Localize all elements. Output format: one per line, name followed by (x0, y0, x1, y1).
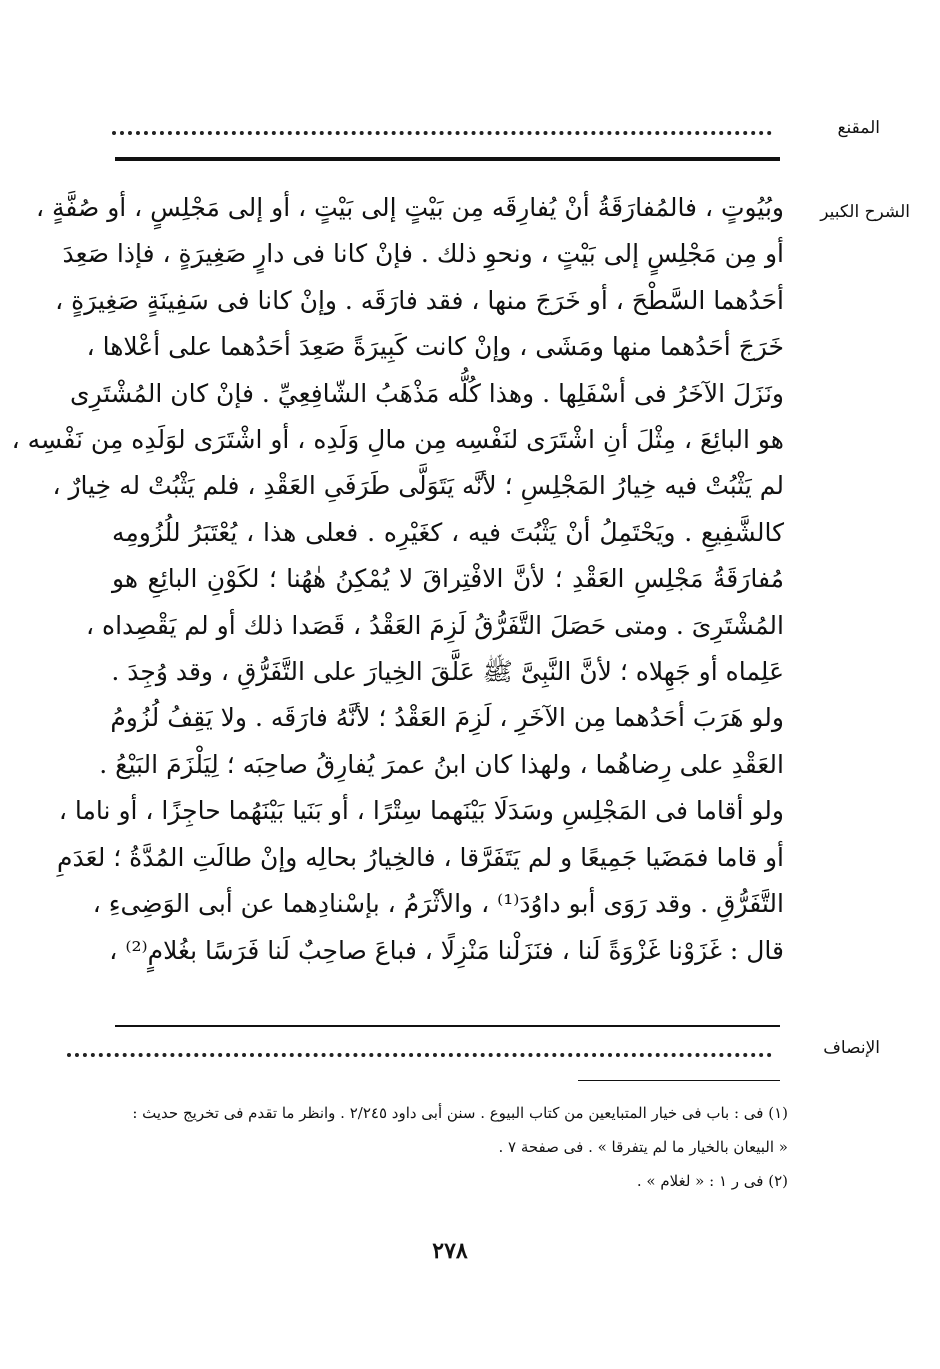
text-line: ونَزَلَ الآخَرُ فى أسْفَلِها . وهذا كُلُّه مَذْهَبُ الشّافِعِيِّ . فإنْ كان المُشْتَرِى (70, 378, 784, 408)
text-line: أو مِن مَجْلِسٍ إلى بَيْتٍ ، ونحوِ ذلك . فإنْ كانا فى دارٍ صَغِيرَةٍ ، فإذا صَعِدَ (62, 239, 784, 269)
footnote: (١) فى : باب فى خيار المتبايعين من كتاب البيوع . سنن أبى داود ٢/٢٤٥ . وانظر ما تقدم فى تخريج حديث : (132, 1104, 788, 1122)
page-number: ٢٧٨ (432, 1238, 468, 1264)
margin-label-muqni: المقنع (837, 118, 880, 138)
footnote: (٢) فى ر ١ : « لغلام » . (636, 1172, 788, 1190)
dotted-separator-bottom (67, 1053, 772, 1057)
text-line: لم يَثْبُتْ فيه خِيارُ المَجْلِسِ ؛ لأنَّه يَتَوَلَّى طَرَفَىِ العَقْدِ ، فلم يَثْبُتْ له خِيارٌ ، (52, 471, 784, 501)
footnote-rule (578, 1080, 780, 1081)
text-line: هو البائِعَ ، مِثْلَ أنِ اشْتَرَى لنَفْسِه مِن مالِ وَلَدِه ، أو اشْتَرَى لوَلَدِه مِن نَفْسِه ، (11, 425, 784, 455)
text-line: أو قاما فمَضَيا جَمِيعًا و لم يَتَفَرَّقا ، فالخِيارُ بحالِه وإنْ طالَتِ المُدَّةُ ؛ لعَدَمِ (57, 842, 784, 872)
text-line: عَلِماه أو جَهِلاه ؛ لأنَّ النَّبِىَّ ﷺ عَلَّقَ الخِيارَ على التَّفَرُّقِ ، وقد وُجِدَ . (111, 657, 784, 687)
text-line: قال : غَزَوْنا غَزْوَةً لَنا ، فنَزَلْنا مَنْزِلًا ، فباعَ صاحِبٌ لَنا فَرَسًا بغُلامٍ⁽²⁾ ، (109, 935, 784, 965)
footnote: « البيعان بالخيار ما لم يتفرقا » . فى صفحة ٧ . (498, 1138, 788, 1156)
text-line: ولو أقاما فى المَجْلِسِ وسَدَلَا بَيْنَهما سِتْرًا ، أو بَنَيا بَيْنَهُما حاجِزًا ، أو ناما ، (58, 796, 784, 826)
margin-label-sharh: الشرح الكبير (820, 202, 910, 222)
text-line: ولو هَرَبَ أحَدُهما مِن الآخَرِ ، لَزِمَ العَقْدُ ؛ لأنَّهُ فارَقَه . ولا يَقِفُ لُزُومُ (110, 703, 784, 733)
text-line: التَّفَرُّقِ . وقد رَوَى أبو داوُدَ⁽¹⁾ ، والأثْرَمُ ، بإسْنادِهما عن أبى الوَضِىءِ ، (92, 889, 784, 919)
text-line: وبُيُوتٍ ، فالمُفارَقَةُ أنْ يُفارِقَه مِن بَيْتٍ إلى بَيْتٍ ، أو إلى مَجْلِسٍ ، أو صُفَّةٍ ، (35, 193, 784, 222)
section-rule (115, 1025, 780, 1027)
text-line: خَرَجَ أحَدُهما منها ومَشَى ، وإنْ كانت كَبِيرَةً صَعِدَ أحَدُهما على أعْلاها ، (86, 332, 784, 362)
dotted-separator-top (112, 131, 772, 135)
text-line: أحَدُهما السَّطْحَ ، أو خَرَجَ منها ، فقد فارَقَه . وإنْ كانا فى سَفِينَةٍ صَغِيرَةٍ ، (55, 285, 784, 315)
header-rule (115, 157, 780, 161)
text-line: المُشْتَرِىَ . ومتى حَصَلَ التَّفَرُّقُ لَزِمَ العَقْدُ ، قَصَدا ذلك أو لم يَقْصِداه ، (86, 610, 784, 640)
footnotes-block (112, 1096, 788, 1198)
text-line: كالشَّفِيعِ . ويَحْتَمِلُ أنْ يَثْبُتَ فيه ، كغَيْرِه . فعلى هذا ، يُعْتَبَرُ للُزُومِه (112, 517, 784, 547)
text-line: العَقْدِ على رِضاهُما ، ولهذا كان ابنُ عمرَ يُفارِقُ صاحِبَه ؛ لِيَلْزَمَ البَيْعُ . (99, 749, 784, 779)
main-text-block (11, 185, 784, 974)
text-line: مُفارَقَةُ مَجْلِسِ العَقْدِ ؛ لأنَّ الافْتِراقَ لا يُمْكِنُ هٰهُنا ؛ لكَوْنِ البائِعِ هو (112, 564, 784, 594)
margin-label-insaf: الإنصاف (823, 1038, 880, 1058)
